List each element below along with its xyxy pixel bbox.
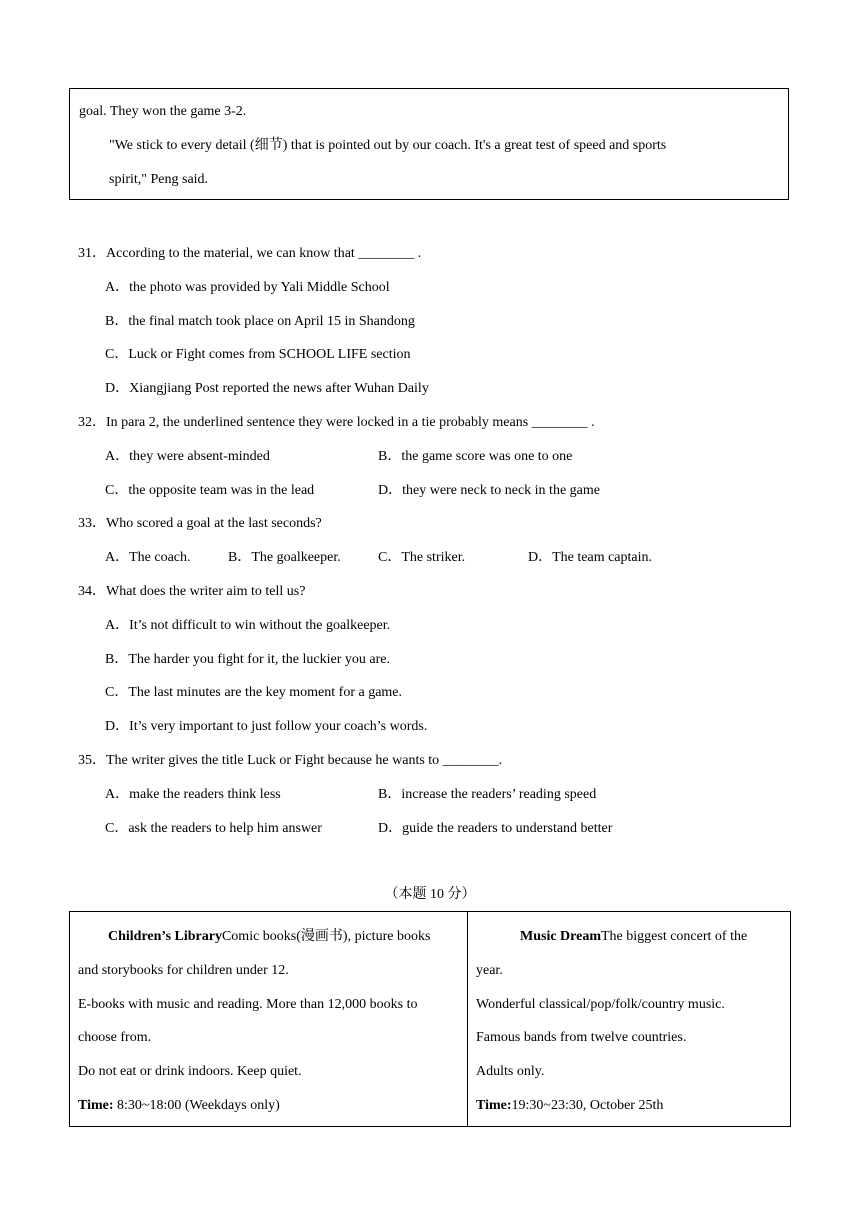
question-32-option-c[interactable]: C．the opposite team was in the lead [105, 483, 315, 498]
cell-text: Comic books(漫画书), picture books [221, 929, 431, 944]
question-32-option-d[interactable]: D．they were neck to neck in the game [378, 483, 600, 498]
info-table [69, 911, 791, 1127]
passage-line: spirit," Peng said. [109, 172, 209, 187]
question-33-option-c[interactable]: C．The striker. [378, 550, 466, 565]
question-35-option-d[interactable]: D．guide the readers to understand better [378, 821, 613, 836]
question-33-option-d[interactable]: D．The team captain. [528, 550, 653, 565]
question-35-option-c[interactable]: C．ask the readers to help him answer [105, 821, 322, 836]
cell-text: Adults only. [476, 1064, 545, 1079]
question-31-stem: 31．According to the material, we can know that ________ . [78, 246, 422, 261]
question-34-option-b[interactable]: B．The harder you fight for it, the luckier you are. [105, 652, 390, 667]
question-33-option-a[interactable]: A．The coach. [105, 550, 191, 565]
cell-text: E-books with music and reading. More than 12,000 books to [78, 997, 418, 1012]
passage-box [69, 88, 789, 200]
question-34-option-d[interactable]: D．It’s very important to just follow your coach’s words. [105, 719, 428, 734]
passage-line: "We stick to every detail (细节) that is pointed out by our coach. It's a great test of speed and sports [109, 138, 667, 153]
time-value: 19:30~23:30, October 25th [511, 1098, 664, 1113]
question-32-stem: 32．In para 2, the underlined sentence they were locked in a tie probably means ________ . [78, 415, 595, 430]
table-divider [467, 912, 468, 1126]
question-32-option-b[interactable]: B．the game score was one to one [378, 449, 573, 464]
cell-title: Music Dream [520, 929, 601, 944]
question-34-option-a[interactable]: A．It’s not difficult to win without the goalkeeper. [105, 618, 391, 633]
question-33-option-b[interactable]: B．The goalkeeper. [228, 550, 341, 565]
cell-text: year. [476, 963, 503, 978]
question-31-option-a[interactable]: A．the photo was provided by Yali Middle School [105, 280, 390, 295]
time-value: 8:30~18:00 (Weekdays only) [113, 1098, 280, 1113]
question-32-option-a[interactable]: A．they were absent-minded [105, 449, 270, 464]
cell-title: Children’s Library [108, 929, 222, 944]
section-note: （本题 10 分） [384, 887, 476, 902]
question-33-stem: 33．Who scored a goal at the last seconds? [78, 516, 322, 531]
cell-text: Wonderful classical/pop/folk/country music. [476, 997, 725, 1012]
cell-text: Famous bands from twelve countries. [476, 1030, 687, 1045]
cell-time [78, 1097, 280, 1115]
time-label: Time: [78, 1098, 114, 1113]
question-35-option-b[interactable]: B．increase the readers’ reading speed [378, 787, 597, 802]
question-34-option-c[interactable]: C．The last minutes are the key moment for a game. [105, 685, 403, 700]
question-31-option-b[interactable]: B．the final match took place on April 15 in Shandong [105, 314, 415, 329]
cell-text: and storybooks for children under 12. [78, 963, 289, 978]
question-35-option-a[interactable]: A．make the readers think less [105, 787, 281, 802]
cell-first-line [520, 928, 747, 946]
passage-line: goal. They won the game 3-2. [79, 104, 247, 119]
cell-text: The biggest concert of the [601, 929, 748, 944]
question-31-option-d[interactable]: D．Xiangjiang Post reported the news after Wuhan Daily [105, 381, 429, 396]
cell-time [476, 1097, 663, 1115]
question-35-stem: 35．The writer gives the title Luck or Fight because he wants to ________. [78, 753, 503, 768]
question-34-stem: 34．What does the writer aim to tell us? [78, 584, 306, 599]
cell-text: Do not eat or drink indoors. Keep quiet. [78, 1064, 302, 1079]
cell-first-line [108, 928, 430, 946]
question-31-option-c[interactable]: C．Luck or Fight comes from SCHOOL LIFE section [105, 347, 411, 362]
cell-text: choose from. [78, 1030, 152, 1045]
time-label: Time: [476, 1098, 512, 1113]
